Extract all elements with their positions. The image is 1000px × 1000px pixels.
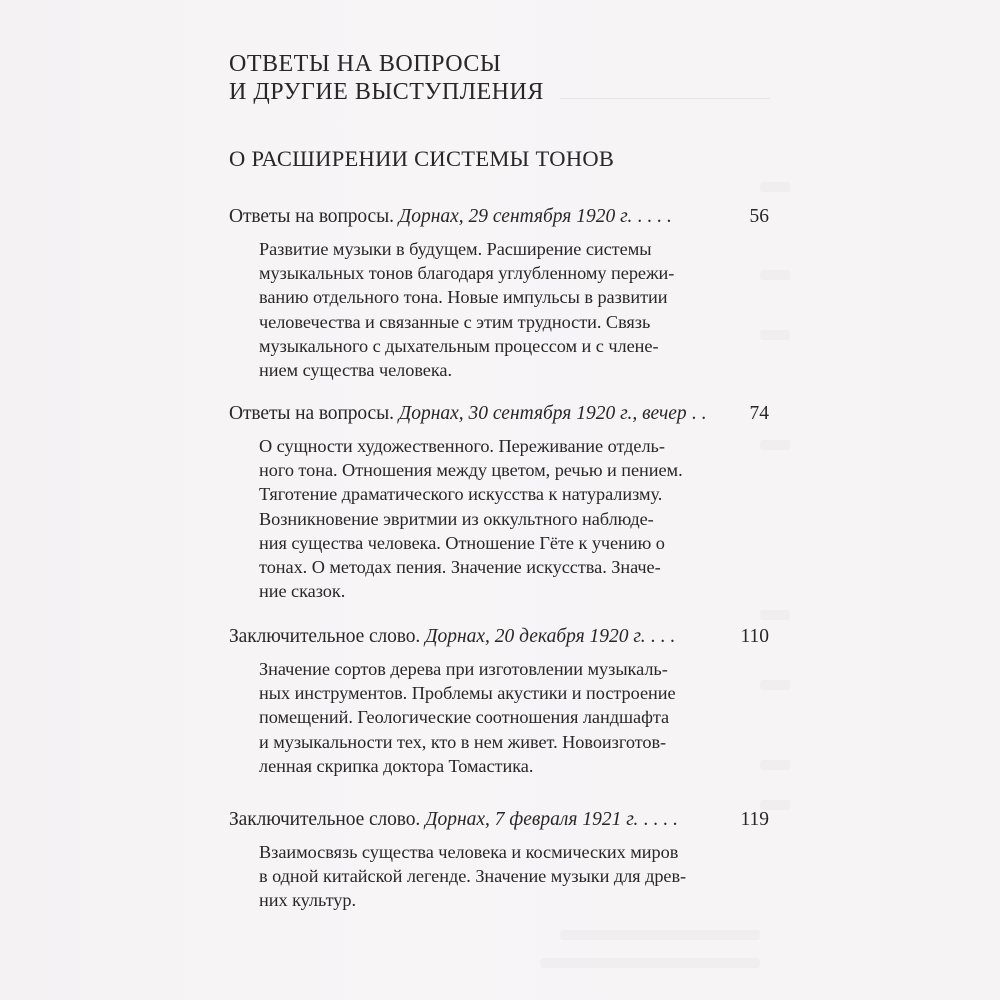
toc-entry-leader: . . . . (638, 809, 678, 830)
description-line: ных инструментов. Проблемы акустики и построение (259, 683, 676, 704)
toc-entry (229, 400, 769, 603)
toc-entry-place-date: Дорнах, 30 сентября 1920 г., вечер (398, 403, 687, 424)
section-title: О РАСШИРЕНИИ СИСТЕМЫ ТОНОВ (229, 146, 615, 171)
description-line: музыкальных тонов благодаря углубленному пережи- (259, 263, 675, 284)
description-line: О сущности художественного. Переживание отдель- (259, 436, 665, 456)
description-line: нием существа человека. (259, 360, 453, 381)
toc-entry-description (259, 434, 751, 603)
chapter-heading-line-1: ОТВЕТЫ НА ВОПРОСЫ (229, 51, 502, 77)
toc-entry-page-number: 74 (749, 403, 769, 424)
description-line: ленная скрипка доктора Томастика. (259, 755, 534, 776)
toc-entry-heading[interactable] (229, 806, 769, 834)
toc-entry (229, 623, 769, 778)
description-line: человечества и связанные с этим трудности. Связь (259, 311, 651, 332)
description-line: Возникновение эвритмии из оккультного наблюде- (259, 508, 654, 529)
toc-entry-description (259, 237, 751, 382)
description-line: Развитие музыки в будущем. Расширение системы (259, 239, 652, 259)
description-line: тонах. О методах пения. Значение искусства. Значе- (259, 557, 661, 578)
description-line: Взаимосвязь существа человека и космических миров (259, 842, 679, 862)
description-line: Тяготение драматического искусства к натурализму. (259, 484, 663, 505)
toc-entry-place-date: Дорнах, 29 сентября 1920 г. (398, 206, 633, 227)
toc-entry-heading[interactable] (229, 203, 769, 231)
toc-entry-description (259, 840, 751, 913)
description-line: Значение сортов дерева при изготовлении музыкаль- (259, 659, 668, 679)
toc-entry-place-date: Дорнах, 20 декабря 1920 г. (425, 626, 646, 647)
toc-entry-leader: . . . . (632, 206, 672, 227)
toc-entry-description (259, 657, 751, 778)
toc-entry-page-number: 56 (749, 206, 769, 227)
toc-entry-place-date: Дорнах, 7 февраля 1921 г. (425, 809, 639, 830)
toc-entry (229, 806, 769, 913)
description-line: музыкального с дыхательным процессом и с члене- (259, 335, 659, 356)
toc-entry-title: Заключительное слово. (229, 626, 421, 647)
toc-entry-page-number: 119 (740, 809, 769, 830)
toc-entry-title: Ответы на вопросы. (229, 403, 394, 424)
toc-entry-leader: . . . (645, 626, 675, 647)
description-line: в одной китайской легенде. Значение музыки для древ- (259, 866, 687, 887)
description-line: и музыкальности тех, кто в нем живет. Новоизготов- (259, 731, 667, 752)
toc-entry-page-number: 110 (740, 626, 769, 647)
description-line: помещений. Геологические соотношения ландшафта (259, 707, 670, 728)
description-line: ного тона. Отношения между цветом, речью и пением. (259, 460, 683, 481)
toc-entry-title: Ответы на вопросы. (229, 206, 394, 227)
toc-entry-heading[interactable] (229, 623, 769, 651)
toc-entry (229, 203, 769, 382)
toc-entry-leader: . . (686, 403, 707, 424)
toc-entry-title: Заключительное слово. (229, 809, 421, 830)
chapter-heading-line-2: И ДРУГИЕ ВЫСТУПЛЕНИЯ (229, 79, 544, 105)
toc-entry-heading[interactable] (229, 400, 769, 428)
description-line: ванию отдельного тона. Новые импульсы в развитии (259, 287, 668, 308)
description-line: ние сказок. (259, 581, 346, 602)
description-line: ния существа человека. Отношение Гёте к учению о (259, 532, 665, 553)
description-line: них культур. (259, 890, 357, 911)
